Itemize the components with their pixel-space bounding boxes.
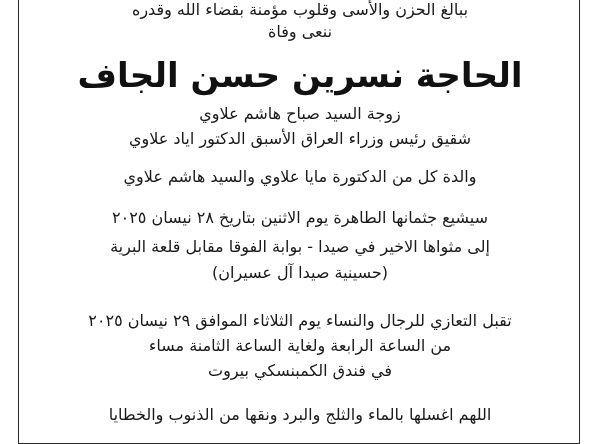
intro-line-2: ننعى وفاة: [267, 22, 333, 41]
condolence-line-1: تقبل التعازي للرجال والنساء يوم الثلاثاء الموافق ٢٩ نيسان ٢٠٢٥: [88, 311, 512, 330]
relation-line-2: شقيق رئيس وزراء العراق الأسبق الدكتور اياد علاوي: [128, 129, 472, 148]
condolence-line-2: من الساعة الرابعة ولغاية الساعة الثامنة مساء: [148, 336, 452, 355]
condolence-line-3: في فندق الكمبنسكي بيروت: [208, 361, 392, 380]
deceased-name: الحاجة نسرين حسن الجاف: [77, 56, 523, 96]
funeral-line-2: إلى مثواها الاخير في صيدا - بوابة الفوقا مقابل قلعة البرية: [110, 237, 490, 256]
relation-line-3: والدة كل من الدكتورة مايا علاوي والسيد هاشم علاوي: [123, 167, 477, 186]
relation-line-1: زوجة السيد صباح هاشم علاوي: [199, 104, 401, 123]
funeral-line-1: سيشيع جثمانها الطاهرة يوم الاثنين بتاريخ ٢٨ نيسان ٢٠٢٥: [112, 208, 488, 227]
prayer-line-1: اللهم اغسلها بالماء والثلج والبرد ونقها من الذنوب والخطايا: [108, 405, 492, 424]
intro-line-1: ببالغ الحزن والأسى وقلوب مؤمنة بقضاء الله وقدره: [131, 0, 469, 19]
funeral-line-3: (حسينية صيدا آل عسيران): [212, 263, 388, 282]
